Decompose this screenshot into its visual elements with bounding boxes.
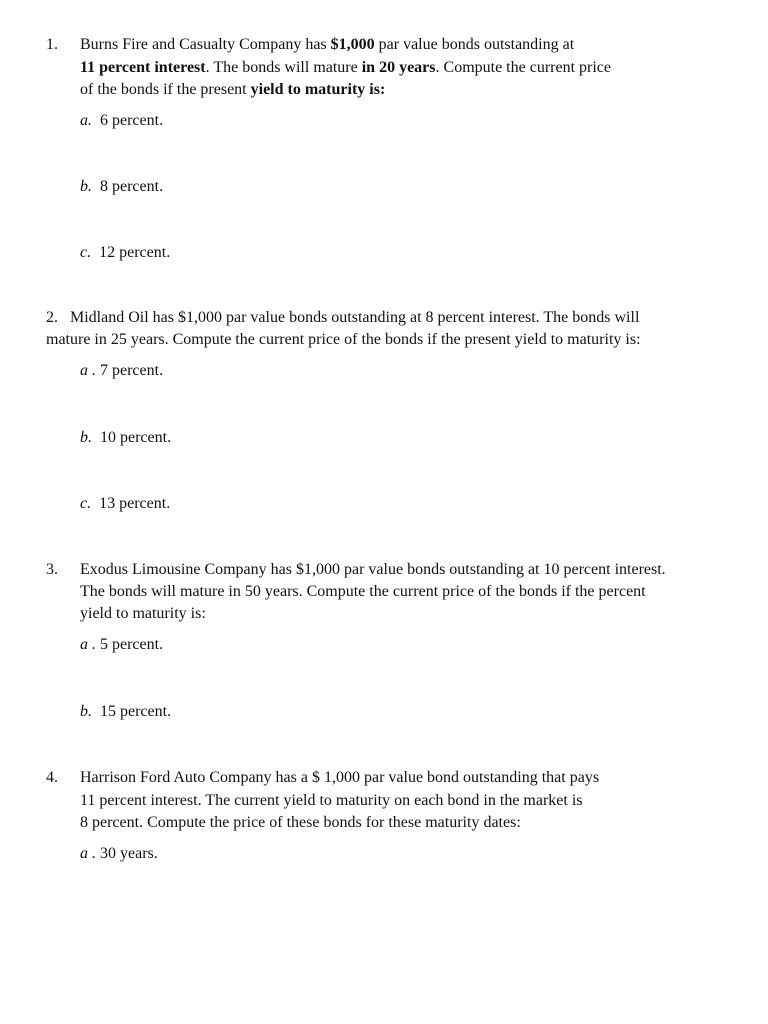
question-text-line: yield to maturity is: [80, 605, 206, 622]
bold-ytm: yield to maturity is: [250, 81, 386, 98]
question-text-line: 2. Midland Oil has $1,000 par value bonds outstanding at 8 percent interest. The bonds will [46, 309, 640, 326]
question-text-line: 11 percent interest. The current yield to maturity on each bond in the market is [80, 792, 583, 809]
question-number: 1. [46, 36, 58, 53]
option-a: a. 6 percent. [80, 112, 164, 129]
option-b: b. 8 percent. [80, 178, 164, 195]
option-a: a . 7 percent. [80, 362, 164, 379]
question-number: 4. [46, 769, 58, 786]
question-text-line: 8 percent. Compute the price of these bonds for these maturity dates: [80, 814, 521, 831]
bold-maturity: in 20 years [361, 59, 436, 76]
question-text-line: Exodus Limousine Company has $1,000 par value bonds outstanding at 10 percent interest. [80, 561, 666, 578]
question-number: 3. [46, 561, 58, 578]
option-b: b. 15 percent. [80, 703, 172, 720]
option-a: a . 5 percent. [80, 636, 164, 653]
question-text-line: mature in 25 years. Compute the current price of the bonds if the present yield to maturity is: [46, 331, 641, 348]
question-text-line: Burns Fire and Casualty Company has $1,000 par value bonds outstanding at [80, 36, 575, 53]
bold-interest: 11 percent interest [80, 59, 206, 76]
bold-par-value: $1,000 [330, 36, 375, 53]
option-b: b. 10 percent. [80, 429, 172, 446]
option-c: c. 13 percent. [80, 495, 171, 512]
option-a: a . 30 years. [80, 845, 158, 862]
question-number: 2. [46, 309, 58, 326]
question-text-line: of the bonds if the present yield to maturity is: [80, 81, 386, 98]
question-text-line: The bonds will mature in 50 years. Compute the current price of the bonds if the percent [80, 583, 646, 600]
question-text-line: 11 percent interest. The bonds will mature in 20 years. Compute the current price [80, 59, 612, 76]
question-text-line: Harrison Ford Auto Company has a $ 1,000 par value bond outstanding that pays [80, 769, 600, 786]
option-c: c. 12 percent. [80, 244, 171, 261]
